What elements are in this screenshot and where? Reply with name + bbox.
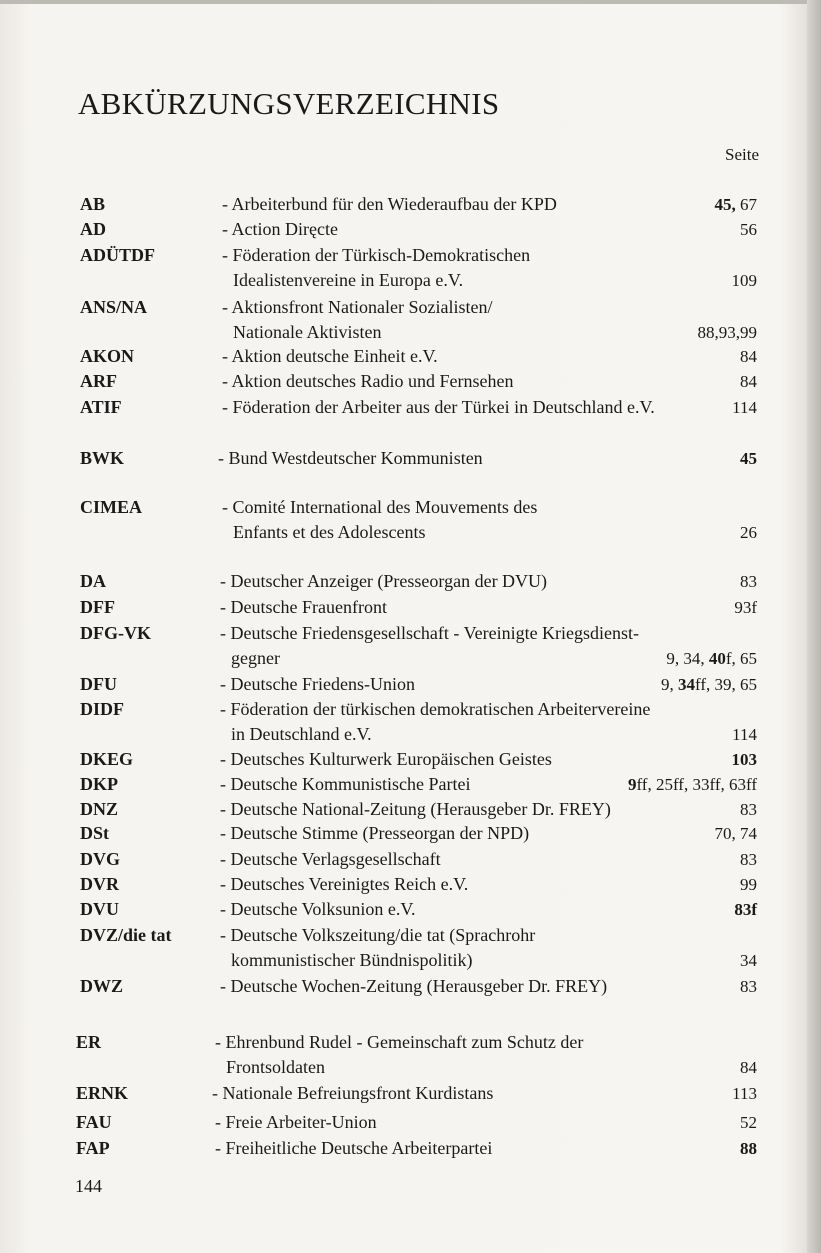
abbreviation: DIDF <box>80 699 124 719</box>
abbreviation-description: - Freie Arbeiter-Union <box>215 1112 377 1132</box>
page-references <box>715 824 758 844</box>
page-reference: 84 <box>740 372 757 391</box>
page-reference: 83 <box>740 850 757 869</box>
page-references <box>628 775 757 795</box>
page-reference: 83 <box>740 800 757 819</box>
abbreviation: DFU <box>80 674 117 694</box>
abbreviation-description-continued: in Deutschland e.V. <box>231 724 372 744</box>
page-reference: 84 <box>740 347 757 366</box>
page-references <box>666 649 757 669</box>
abbreviation-description: - Bund Westdeutscher Kommunisten <box>218 448 483 468</box>
page-reference: f, 65 <box>725 649 757 668</box>
abbreviation-description: - Aktion deutsches Radio und Fernsehen <box>222 371 514 391</box>
page-references <box>698 323 758 343</box>
abbreviation-description: - Deutsche Verlagsgesellschaft <box>220 849 441 869</box>
abbreviation: ADÜTDF <box>80 245 155 265</box>
abbreviation-description: - Deutsche Volksunion e.V. <box>220 899 416 919</box>
page-reference: 103 <box>731 750 757 769</box>
abbreviation-description: - Freiheitliche Deutsche Arbeiterpartei <box>215 1138 493 1158</box>
page-reference: 99 <box>740 875 757 894</box>
page-reference: 83f <box>734 900 757 919</box>
page-reference: 88,93,99 <box>697 323 757 342</box>
abbreviation-description: - Deutsche Friedensgesellschaft - Vereinigte Kriegsdienst- <box>220 623 640 643</box>
abbreviation: DFF <box>80 597 115 617</box>
page-references <box>732 1084 757 1104</box>
abbreviation: DKEG <box>80 749 134 769</box>
abbreviation: ERNK <box>76 1083 129 1103</box>
page-reference: 84 <box>740 1058 757 1077</box>
page-references <box>740 572 757 592</box>
abbreviation-description-continued: kommunistischer Bündnispolitik) <box>231 950 473 970</box>
page-reference: 70, 74 <box>714 824 757 843</box>
abbreviation-description: - Deutsche Friedens-Union <box>220 674 415 694</box>
page-references <box>740 347 757 367</box>
page-reference: 56 <box>740 220 757 239</box>
page-references <box>740 1139 757 1159</box>
page-references <box>734 598 757 618</box>
page-reference: 34 <box>740 951 757 970</box>
page-reference: 40 <box>708 649 726 668</box>
abbreviation-description-continued: Nationale Aktivisten <box>233 322 382 342</box>
abbreviation-description: - Föderation der Arbeiter aus der Türkei in Deutschland e.V. <box>222 397 655 417</box>
page-references <box>740 523 757 543</box>
abbreviation: FAP <box>76 1138 110 1158</box>
abbreviation-description: - Deutsche Wochen-Zeitung (Herausgeber Dr. FREY) <box>220 976 608 996</box>
page-references <box>740 875 757 895</box>
abbreviation: ATIF <box>80 397 122 417</box>
abbreviation-description: - Deutscher Anzeiger (Presseorgan der DVU) <box>220 571 548 591</box>
abbreviation-description: - Comité International des Mouvements des <box>222 497 538 517</box>
page-references <box>740 1058 757 1078</box>
page-references <box>740 977 757 997</box>
abbreviation-description: - Föderation der Türkisch-Demokratischen <box>222 245 531 265</box>
page-reference: 34 <box>677 675 695 694</box>
page-references <box>661 675 757 695</box>
page-reference: 45 <box>740 449 757 468</box>
page-number: 144 <box>75 1176 102 1196</box>
page-references <box>740 449 757 469</box>
abbreviation-description-continued: Enfants et des Adolescents <box>233 522 426 542</box>
page-reference: 45, <box>714 195 736 214</box>
abbreviation-description: - Deutsche Frauenfront <box>220 597 387 617</box>
abbreviation: DVZ/die tat <box>80 925 172 945</box>
abbreviation: AB <box>80 194 106 214</box>
abbreviation: DKP <box>80 774 118 794</box>
abbreviation: ANS/NA <box>80 297 148 317</box>
abbreviation-description: - Aktion deutsche Einheit e.V. <box>222 346 438 366</box>
page-reference: 113 <box>732 1084 757 1103</box>
abbreviation-description: - Action Diręcte <box>222 219 338 239</box>
page-reference: 26 <box>740 523 757 542</box>
abbreviation: CIMEA <box>80 497 142 517</box>
page-references <box>740 220 757 240</box>
page-reference: ff, 25ff, 33ff, 63ff <box>636 775 757 794</box>
page-references <box>740 372 757 392</box>
page-reference: 9, <box>660 675 678 694</box>
abbreviation-description: - Ehrenbund Rudel - Gemeinschaft zum Schutz der <box>215 1032 584 1052</box>
page-reference: 114 <box>732 725 757 744</box>
abbreviation: DA <box>80 571 106 591</box>
page-references <box>732 725 757 745</box>
abbreviation-description: - Deutsche Kommunistische Partei <box>220 774 471 794</box>
abbreviation-description-continued: Idealistenvereine in Europa e.V. <box>233 270 464 290</box>
page-reference: 88 <box>740 1139 757 1158</box>
abbreviation: DFG-VK <box>80 623 151 643</box>
abbreviation: AD <box>80 219 106 239</box>
page-reference: 52 <box>740 1113 757 1132</box>
page-reference: ff, 39, 65 <box>694 675 757 694</box>
page-references <box>740 951 757 971</box>
abbreviation-description-continued: gegner <box>231 648 280 668</box>
page-references <box>740 1113 757 1133</box>
abbreviation: DWZ <box>80 976 124 996</box>
page-title: ABKÜRZUNGSVERZEICHNIS <box>78 86 500 121</box>
abbreviation: AKON <box>80 346 134 366</box>
page-reference: 67 <box>735 195 757 214</box>
page-column-label: Seite <box>725 145 759 164</box>
abbreviation-description: - Deutsche National-Zeitung (Herausgeber Dr. FREY) <box>220 799 611 819</box>
abbreviation-description: - Deutsche Stimme (Presseorgan der NPD) <box>220 823 530 843</box>
page-reference: 114 <box>732 398 757 417</box>
abbreviation-description: - Deutsches Kulturwerk Europäischen Geistes <box>220 749 552 769</box>
abbreviation-description: - Deutsche Volkszeitung/die tat (Sprachrohr <box>220 925 536 945</box>
abbreviation: DVR <box>80 874 119 894</box>
page-reference: 9 <box>627 775 637 794</box>
page-references <box>734 900 757 920</box>
abbreviation: DVU <box>80 899 119 919</box>
page-reference: 93f <box>734 598 757 617</box>
page-references <box>732 271 758 291</box>
abbreviation: FAU <box>76 1112 112 1132</box>
abbreviation-description: - Föderation der türkischen demokratischen Arbeitervereine <box>220 699 651 719</box>
abbreviation-description: - Arbeiterbund für den Wiederaufbau der KPD <box>222 194 557 214</box>
abbreviation: DSt <box>80 823 110 843</box>
abbreviation: ER <box>76 1032 102 1052</box>
page-reference: 9, 34, <box>666 649 709 668</box>
page-reference: 83 <box>740 572 757 591</box>
page-references <box>740 850 757 870</box>
abbreviation: ARF <box>80 371 117 391</box>
abbreviation-description: - Aktionsfront Nationaler Sozialisten/ <box>222 297 493 317</box>
page-reference: 109 <box>731 271 757 290</box>
abbreviation: DNZ <box>80 799 119 819</box>
page-references <box>732 398 757 418</box>
abbreviation-description: - Nationale Befreiungsfront Kurdistans <box>212 1083 494 1103</box>
page-reference: 83 <box>740 977 757 996</box>
abbreviation: BWK <box>80 448 125 468</box>
page-references <box>715 195 758 215</box>
abbreviation: DVG <box>80 849 120 869</box>
page-references <box>740 800 757 820</box>
page-references <box>732 750 758 770</box>
abbreviation-description: - Deutsches Vereinigtes Reich e.V. <box>220 874 469 894</box>
abbreviation-description-continued: Frontsoldaten <box>226 1057 325 1077</box>
